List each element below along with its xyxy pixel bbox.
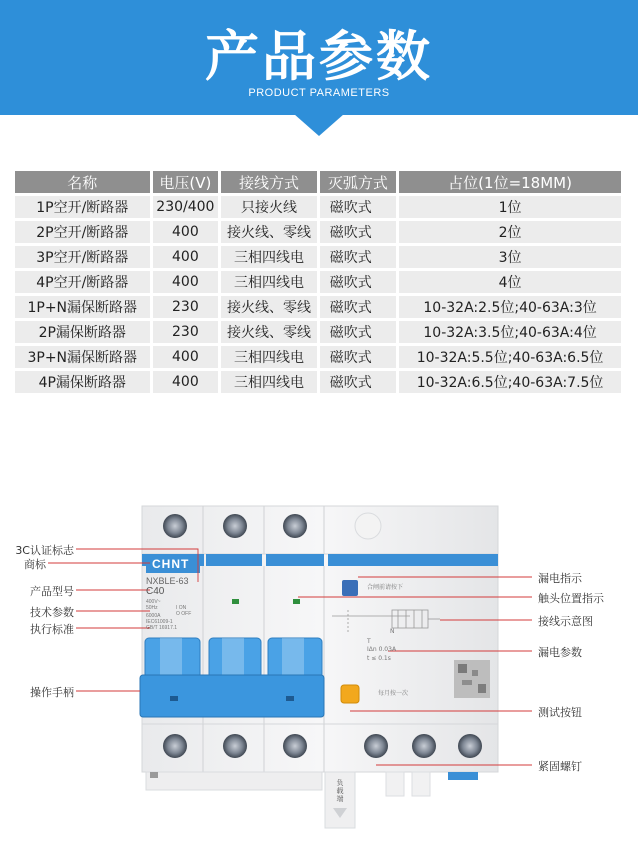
column-header: 占位(1位=18MM): [399, 171, 621, 193]
table-cell: 4P漏保断路器: [15, 371, 150, 393]
brand-name: CHNT: [152, 557, 190, 571]
screw-icon: [223, 734, 247, 758]
table-cell: 400: [153, 371, 219, 393]
top-terminal-block: [142, 506, 498, 554]
blank-terminal-hole: [355, 513, 381, 539]
neutral-mark: N: [390, 628, 395, 635]
table-header-row: [15, 171, 621, 193]
monthly-test-note: 每月按一次: [378, 690, 409, 697]
table-cell: 2位: [399, 221, 621, 243]
screw-icon: [412, 734, 436, 758]
label-test-button: 测试按钮: [538, 706, 582, 719]
column-header: 名称: [15, 171, 150, 193]
banner-arrow: [294, 114, 344, 136]
label-brand: 商标: [24, 558, 46, 571]
table-cell: 10-32A:3.5位;40-63A:4位: [399, 321, 621, 343]
label-tech-params: 技术参数: [30, 606, 74, 619]
contact-indicator: [232, 599, 239, 604]
table-cell: 磁吹式: [320, 371, 396, 393]
screw-icon: [163, 734, 187, 758]
table-cell: 400: [153, 271, 219, 293]
screw-icon: [283, 734, 307, 758]
leak-time: t ≤ 0.1s: [367, 655, 391, 662]
page-title: 产品参数: [205, 25, 433, 88]
table-cell: 接火线、零线: [221, 296, 316, 318]
table-cell: 230/400: [153, 196, 219, 218]
label-leak-params: 漏电参数: [538, 646, 582, 659]
table-cell: 磁吹式: [320, 296, 396, 318]
table-cell: 3P+N漏保断路器: [15, 346, 150, 368]
table-cell: 400: [153, 346, 219, 368]
table-cell: 接火线、零线: [221, 221, 316, 243]
label-contact-position: 触头位置指示: [538, 592, 604, 605]
label-leak-indicator: 漏电指示: [538, 572, 582, 585]
table-cell: 1P+N漏保断路器: [15, 296, 150, 318]
leak-indicator: [342, 580, 358, 596]
on-label: I ON: [176, 605, 187, 611]
table-row: [15, 196, 621, 218]
off-label: O OFF: [176, 611, 192, 617]
column-header: 电压(V): [153, 171, 219, 193]
table-cell: 230: [153, 296, 219, 318]
table-cell: 230: [153, 321, 219, 343]
model-number: NXBLE-63: [146, 576, 189, 586]
table-cell: 接火线、零线: [221, 321, 316, 343]
page-subtitle: PRODUCT PARAMETERS: [248, 87, 390, 99]
load-side-label: 负载端: [336, 779, 344, 803]
test-button[interactable]: [341, 685, 359, 703]
spec-line: 6000A: [146, 613, 161, 619]
table-cell: 3位: [399, 246, 621, 268]
table-row: [15, 371, 621, 393]
label-screw: 紧固螺钉: [538, 760, 582, 773]
table-cell: 1位: [399, 196, 621, 218]
table-row: [15, 246, 621, 268]
table-cell: 2P空开/断路器: [15, 221, 150, 243]
contact-indicator: [293, 599, 300, 604]
parameter-table: [12, 168, 624, 396]
table-cell: 10-32A:6.5位;40-63A:7.5位: [399, 371, 621, 393]
label-standard: 执行标准: [30, 623, 74, 636]
table-row: [15, 346, 621, 368]
table-cell: 磁吹式: [320, 321, 396, 343]
table-cell: 400: [153, 221, 219, 243]
table-cell: 只接火线: [221, 196, 316, 218]
table-cell: 2P漏保断路器: [15, 321, 150, 343]
table-row: [15, 221, 621, 243]
table-cell: 磁吹式: [320, 271, 396, 293]
leak-rating: IΔn 0.03A: [367, 646, 397, 653]
breaker-drawing: [0, 470, 638, 861]
label-model: 产品型号: [30, 585, 74, 598]
table-row: [15, 271, 621, 293]
label-wiring-diagram: 接线示意图: [538, 615, 593, 628]
table-row: [15, 321, 621, 343]
spec-line: 400V~: [146, 599, 161, 605]
spec-line: 50Hz: [146, 605, 158, 611]
table-cell: 4位: [399, 271, 621, 293]
screw-icon: [283, 514, 307, 538]
table-cell: 三相四线电: [221, 246, 316, 268]
column-header: 灭弧方式: [320, 171, 396, 193]
screw-icon: [364, 734, 388, 758]
label-handle: 操作手柄: [30, 686, 74, 699]
table-cell: 4P空开/断路器: [15, 271, 150, 293]
table-cell: 3P空开/断路器: [15, 246, 150, 268]
table-cell: 三相四线电: [221, 271, 316, 293]
spec-line: GB/T 16917.1: [146, 625, 178, 631]
label-cert-mark: 3C认证标志: [15, 544, 74, 557]
table-cell: 磁吹式: [320, 221, 396, 243]
table-cell: 三相四线电: [221, 371, 316, 393]
table-cell: 1P空开/断路器: [15, 196, 150, 218]
spec-line: IEC61009-1: [146, 619, 173, 625]
table-cell: 磁吹式: [320, 196, 396, 218]
table-cell: 10-32A:2.5位;40-63A:3位: [399, 296, 621, 318]
breaker-illustration: [0, 470, 638, 861]
table-cell: 400: [153, 246, 219, 268]
screw-icon: [223, 514, 247, 538]
test-mark: T: [367, 638, 371, 645]
handle-tie-bar: [140, 675, 324, 717]
closing-note: 合闸前请按下: [367, 584, 404, 591]
rating-label: C40: [146, 586, 165, 597]
table-cell: 磁吹式: [320, 246, 396, 268]
table-cell: 磁吹式: [320, 346, 396, 368]
column-header: 接线方式: [221, 171, 316, 193]
screw-icon: [163, 514, 187, 538]
screw-icon: [458, 734, 482, 758]
table-cell: 10-32A:5.5位;40-63A:6.5位: [399, 346, 621, 368]
table-cell: 三相四线电: [221, 346, 316, 368]
table-row: [15, 296, 621, 318]
